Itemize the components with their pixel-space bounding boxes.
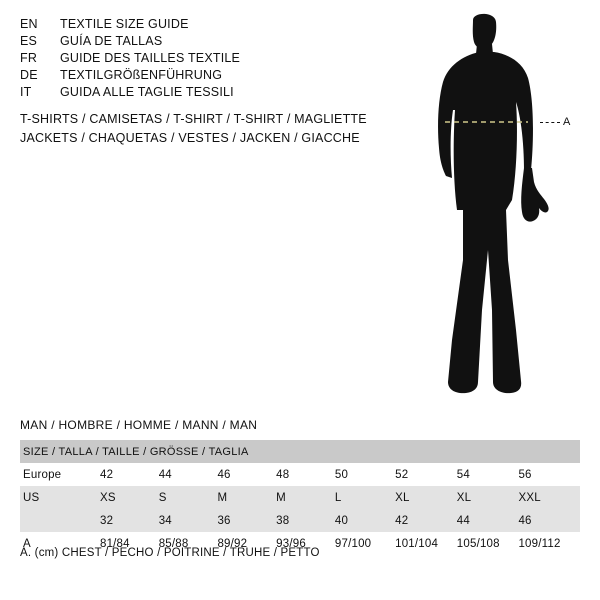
- cell: 89/92: [217, 532, 276, 555]
- marker-label-a: A: [563, 116, 571, 128]
- table-title: MAN / HOMBRE / HOMME / MANN / MAN: [20, 418, 258, 432]
- language-row: [20, 50, 380, 67]
- cell: XL: [457, 486, 519, 509]
- cell: 42: [100, 463, 159, 486]
- cell: 101/104: [395, 532, 457, 555]
- table-row: [20, 509, 580, 532]
- cell: 109/112: [518, 532, 580, 555]
- man-silhouette-icon: [400, 10, 600, 410]
- marker-leader-line: [540, 122, 560, 124]
- language-text: GUÍA DE TALLAS: [60, 34, 163, 48]
- category-list: [20, 110, 420, 148]
- cell: 44: [457, 509, 519, 532]
- cell: 34: [159, 509, 218, 532]
- cell: 50: [335, 463, 395, 486]
- row-label: [20, 509, 100, 532]
- language-row: [20, 67, 380, 84]
- cell: 40: [335, 509, 395, 532]
- cell: 42: [395, 509, 457, 532]
- cell: M: [276, 486, 335, 509]
- language-row: [20, 84, 380, 101]
- cell: 32: [100, 509, 159, 532]
- cell: 81/84: [100, 532, 159, 555]
- size-table: [20, 440, 580, 555]
- cell: XS: [100, 486, 159, 509]
- language-row: [20, 33, 380, 50]
- language-code: IT: [20, 85, 32, 99]
- language-text: GUIDA ALLE TAGLIE TESSILI: [60, 85, 234, 99]
- cell: 38: [276, 509, 335, 532]
- cell: 44: [159, 463, 218, 486]
- row-label: US: [20, 486, 100, 509]
- table-row: [20, 463, 580, 486]
- cell: 48: [276, 463, 335, 486]
- cell: 46: [217, 463, 276, 486]
- language-code: DE: [20, 68, 38, 82]
- cell: XXL: [518, 486, 580, 509]
- table-header-label: SIZE / TALLA / TAILLE / GRÖSSE / TAGLIA: [20, 440, 580, 463]
- language-text: TEXTILGRÖßENFÜHRUNG: [60, 68, 223, 82]
- row-label: A: [20, 532, 100, 555]
- language-code: FR: [20, 51, 38, 65]
- cell: 85/88: [159, 532, 218, 555]
- cell: 97/100: [335, 532, 395, 555]
- cell: 105/108: [457, 532, 519, 555]
- table-header-row: [20, 440, 580, 463]
- language-list: [20, 16, 380, 101]
- category-tshirts: T-SHIRTS / CAMISETAS / T-SHIRT / T-SHIRT / MAGLIETTE: [20, 112, 367, 126]
- cell: L: [335, 486, 395, 509]
- cell: 54: [457, 463, 519, 486]
- category-jackets: JACKETS / CHAQUETAS / VESTES / JACKEN / GIACCHE: [20, 131, 360, 145]
- cell: 56: [518, 463, 580, 486]
- cell: 46: [518, 509, 580, 532]
- cell: 93/96: [276, 532, 335, 555]
- language-code: EN: [20, 17, 38, 31]
- mannequin-figure: [400, 10, 600, 410]
- cell: XL: [395, 486, 457, 509]
- row-label: Europe: [20, 463, 100, 486]
- table-row: [20, 486, 580, 509]
- cell: S: [159, 486, 218, 509]
- language-row: [20, 16, 380, 33]
- footnote: A. (cm) CHEST / PECHO / POITRINE / TRUHE / PETTO: [20, 547, 320, 559]
- language-code: ES: [20, 34, 38, 48]
- cell: M: [217, 486, 276, 509]
- cell: 52: [395, 463, 457, 486]
- cell: 36: [217, 509, 276, 532]
- language-text: GUIDE DES TAILLES TEXTILE: [60, 51, 241, 65]
- language-text: TEXTILE SIZE GUIDE: [60, 17, 189, 31]
